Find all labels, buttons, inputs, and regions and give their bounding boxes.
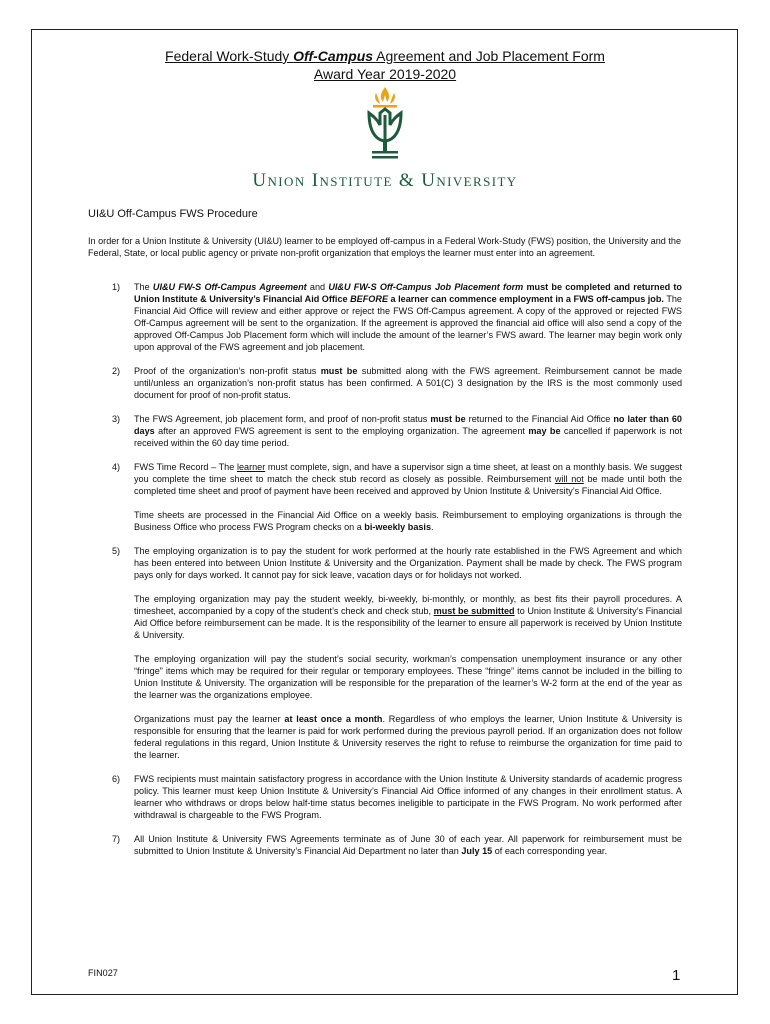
list-item: 2) Proof of the organization’s non-profit status must be submitted along with the FWS agreement. Reimbursement cannot be made until/unless an organization’s non-profit status has been confirmed. A 501(C) 3 designation by the IRS is the most commonly used document for proof of non-profit status. xyxy=(112,366,683,400)
procedure-list xyxy=(88,281,682,857)
logo-flame-icon xyxy=(381,87,389,102)
university-wordmark: Union Institute & University xyxy=(252,170,518,191)
page-number: 1 xyxy=(672,967,681,984)
list-item: 7) All Union Institute & University FWS Agreements terminate as of June 30 of each year. All paperwork for reimbursement must be submitted to Union Institute & University’s Financial Aid Department no later than July 15 of each corresponding year. xyxy=(112,834,682,856)
form-code: FIN027 xyxy=(88,968,118,978)
list-item: 3) The FWS Agreement, job placement form, and proof of non-profit status must be returned to the Financial Aid Office no later than 60 days after an approved FWS agreement is sent to the employing organization. The agreement may be cancelled if paperwork is not received within the 60 day time period. xyxy=(112,414,682,448)
list-item: 1) The UI&U FW-S Off-Campus Agreement and UI&U FW-S Off-Campus Job Placement form must be completed and returned to Union Institute & University’s Financial Aid Office BEFORE a learner can commence employment in a FWS off-campus job. The Financial Aid Office will review and either approve or reject the FWS Off-Campus agreement. A copy of the approved or rejected FWS Off-Campus agreement will be sent to the organization. If the agreement is approved the financial aid office will also send a copy of the approved Off-Campus Job Placement form which will include the amount of the learner’s FWS award. The learner may begin work only upon approval of the FWS agreement and job placement. xyxy=(112,282,682,352)
list-item: 5) The employing organization is to pay the student for work performed at the hourly rate established in the FWS Agreement and which has been entered into between Union Institute & University and the Organization. Payment shall be made by check. The FWS program pays only for days worked. It cannot pay for sick leave, vacation days or for holidays not worked. The employing organization may pay the student weekly, bi-weekly, bi-monthly, or monthly, as best fits their payroll procedures. A timesheet, accompanied by a copy of the student’s check and check stub, must be submitted to Union Institute & University’s Financial Aid Office before reimbursement can be made. It is the responsibility of the learner to ensure all paperwork is received by Union Institute & University. The employing organization will pay the student’s social security, workman’s compensation unemployment insurance or any other “fringe” items which may be required for their regular or temporary employees. These “fringe” items cannot be included in the billing to Union Institute & University. The organization will be responsible for the preparation of the learner’s W-2 form at the end of the year as the learner was the organizations employee. Organizations must pay the learner at least once a month. Regardless of who employs the learner, Union Institute & University is responsible for ensuring that the learner is paid for work performed during the previous payroll period. If an organization does not follow federal regulations in this regard, Union Institute & University reserves the right to refuse to reimburse the organization for time paid to the learner. xyxy=(112,546,682,760)
university-logo-icon xyxy=(363,85,407,165)
list-item: 4) FWS Time Record – The learner must complete, sign, and have a supervisor sign a time sheet, at least on a monthly basis. We suggest you complete the time sheet to match the check stub record as closely as possible. Reimbursement will not be made until both the completed time sheet and proof of payment have been received and approved by Union Institute & University’s Financial Aid Office. Time sheets are processed in the Financial Aid Office on a weekly basis. Reimbursement to employing organizations is through the Business Office who process FWS Program checks on a bi-weekly basis. xyxy=(112,462,683,532)
list-item: 6) FWS recipients must maintain satisfactory progress in accordance with the Union Institute & University standards of academic progress policy. This learner must keep Union Institute & University’s Financial Aid Office informed of any changes in their enrollment status. A learner who withdraws or drops below half-time status becomes ineligible to participate in the FWS Program. No work performed after withdrawal is chargeable to the FWS Program. xyxy=(112,774,682,820)
section-title: UI&U Off-Campus FWS Procedure xyxy=(88,208,258,220)
award-year: Award Year 2019-2020 xyxy=(313,66,457,82)
intro-paragraph: In order for a Union Institute & University (UI&U) learner to be employed off-campus in a Federal Work-Study (FWS) position, the University and the Federal, State, or local public agency or private non-profit organization that employs the learner must enter into an agreement. xyxy=(88,236,682,258)
document-title: Federal Work-Study Off-Campus Agreement and Job Placement Form xyxy=(165,48,605,64)
